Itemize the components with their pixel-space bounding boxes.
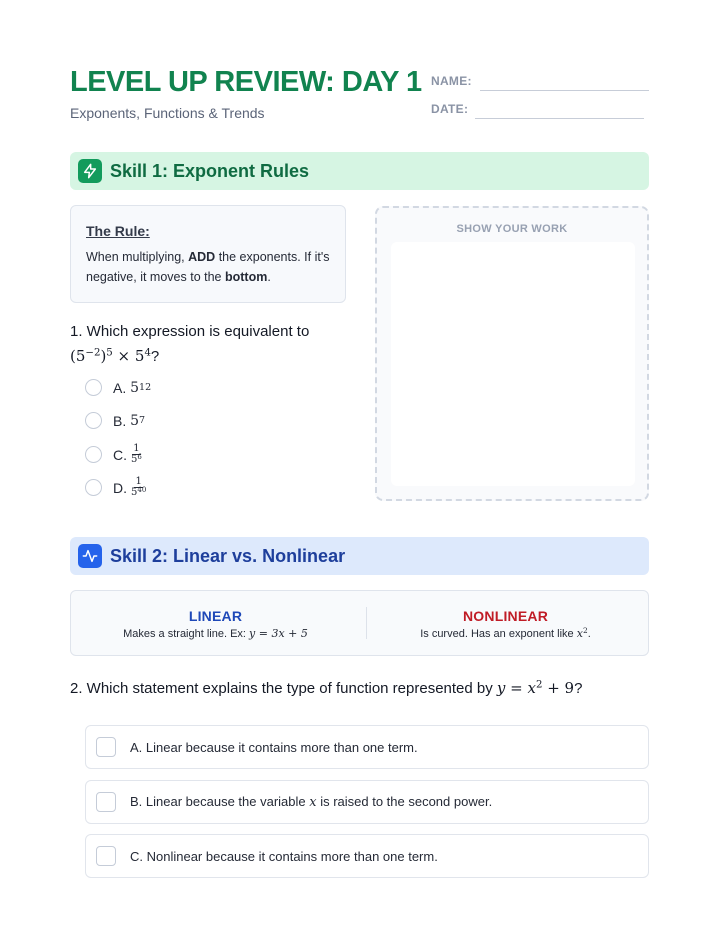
lightning-bolt-icon (78, 159, 102, 183)
option-b[interactable]: B. Linear because the variable x is raised to the second power. (85, 780, 649, 824)
work-area[interactable] (391, 242, 635, 486)
radio-a[interactable] (85, 379, 102, 396)
linear-column (71, 608, 360, 640)
radio-d[interactable] (85, 479, 102, 496)
date-label: DATE: (431, 102, 469, 116)
nonlinear-heading: NONLINEAR (462, 608, 549, 624)
choice-d[interactable]: D. $\frac{1}{5^{40}}$ (85, 477, 146, 498)
date-field[interactable] (475, 118, 644, 119)
linear-description: Makes a straight line. Ex: y = 3x + 5 (123, 627, 308, 640)
choice-a[interactable]: A. 5 12 (85, 379, 151, 396)
show-your-work-label: SHOW YOUR WORK (456, 223, 568, 235)
rule-heading: The Rule: (86, 223, 150, 239)
rule-text: When multiplying, ADD the exponents. If it's negative, it moves to the bottom. (86, 250, 330, 284)
question-1-expression: $(5^{-2})^5 \times 5^4$? (70, 347, 160, 365)
activity-pulse-icon (78, 544, 102, 568)
skill-1-banner (70, 152, 649, 190)
choice-b[interactable]: B. 5 7 (85, 412, 145, 429)
show-your-work-box (375, 206, 649, 501)
skill-1-title: Skill 1: Exponent Rules (110, 160, 310, 181)
page-title: LEVEL UP REVIEW: DAY 1 (70, 66, 422, 98)
fraction-d: $\frac{1}{5^{40}}$ (131, 476, 147, 498)
nonlinear-description: Is curved. Has an exponent like $x^2$. (420, 625, 591, 640)
checkbox-a[interactable] (96, 737, 116, 757)
question-2-prompt: 2. Which statement explains the type of function represented by $y = x^2 + 9$? (70, 679, 583, 697)
checkbox-b[interactable] (96, 792, 116, 812)
checkbox-c[interactable] (96, 846, 116, 866)
linear-heading: LINEAR (188, 608, 243, 624)
radio-c[interactable] (85, 446, 102, 463)
nonlinear-column (361, 608, 650, 640)
rule-box (70, 205, 346, 303)
skill-2-title: Skill 2: Linear vs. Nonlinear (110, 545, 346, 566)
name-label: NAME: (431, 74, 472, 88)
option-a[interactable]: A. Linear because it contains more than one term. (85, 725, 649, 769)
page-subtitle: Exponents, Functions & Trends (70, 105, 265, 121)
choice-c[interactable]: C. $\frac{1}{5^6}$ (85, 444, 142, 465)
fraction-c: $\frac{1}{5^6}$ (131, 443, 142, 465)
option-c[interactable]: C. Nonlinear because it contains more than one term. (85, 834, 649, 878)
question-1 (70, 320, 350, 369)
question-1-prompt: 1. Which expression is equivalent to (70, 323, 310, 340)
linear-nonlinear-comparison (70, 590, 649, 656)
radio-b[interactable] (85, 412, 102, 429)
name-field[interactable] (480, 90, 649, 91)
skill-2-banner (70, 537, 649, 575)
